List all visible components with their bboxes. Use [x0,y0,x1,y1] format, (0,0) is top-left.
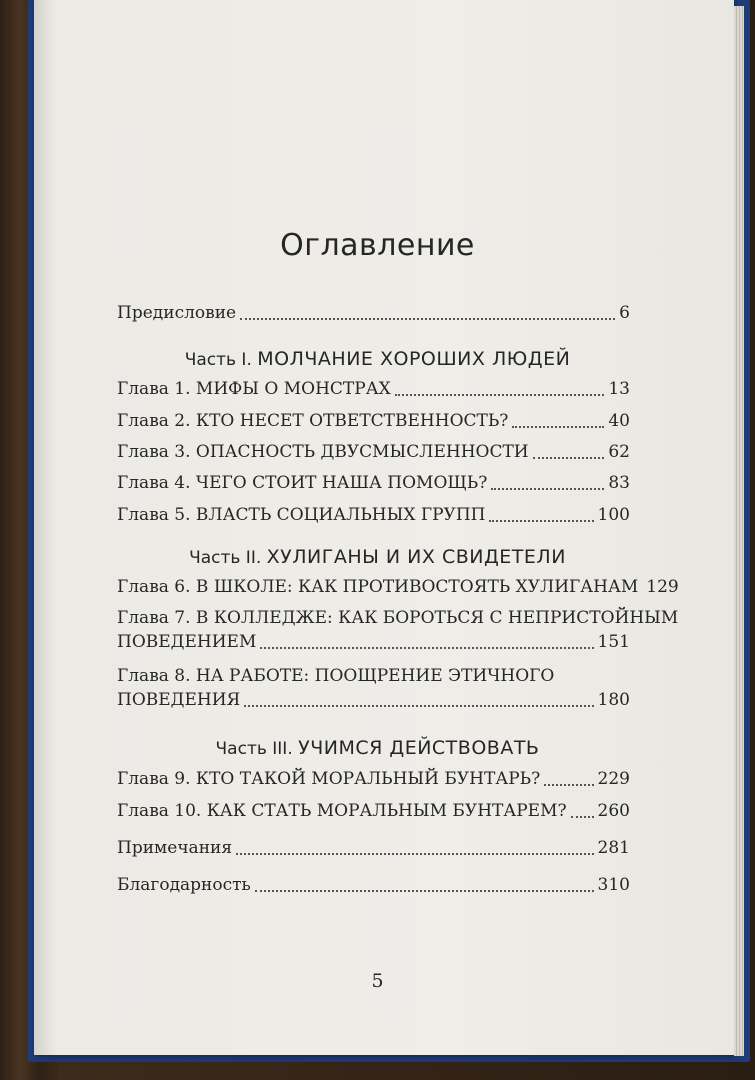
toc-entry-page: 129 [646,577,679,597]
toc-entry-chapter-2 [117,411,630,431]
leader-dots [512,426,604,428]
part-title: УЧИМСЯ ДЕЙСТВОВАТЬ [298,737,540,759]
toc-entry-page: 151 [597,632,630,652]
toc-entry-chapter-1 [117,379,630,399]
toc-entry-page: 40 [608,411,630,431]
leader-dots [571,816,594,818]
toc-entry-page: 13 [608,379,630,399]
part-heading-2 [0,546,755,568]
toc-entry-label: Предисловие [117,303,237,323]
toc-entry-label: Благодарность [117,875,251,895]
toc-entry-page: 281 [597,838,630,858]
leader-dots [491,488,604,490]
toc-entry-page: 260 [597,801,630,821]
part-prefix: Часть I. [184,350,252,370]
toc-entry-page: 62 [608,442,630,462]
leader-dots [240,318,615,320]
toc-entry-label: Глава 9. КТО ТАКОЙ МОРАЛЬНЫЙ БУНТАРЬ? [117,769,541,789]
part-prefix: Часть II. [189,548,262,568]
toc-entry-chapter-5 [117,505,630,525]
leader-dots [533,457,605,459]
page-stack-edge [734,6,744,1056]
part-prefix: Часть III. [215,739,293,759]
toc-entry-label: Глава 4. ЧЕГО СТОИТ НАША ПОМОЩЬ? [117,473,488,493]
toc-entry-chapter-10 [117,801,630,821]
leader-dots [255,890,594,892]
toc-entry-chapter-3 [117,442,630,462]
page-number: 5 [371,970,384,992]
part-heading-3 [0,737,755,759]
book-page [34,0,734,1055]
toc-title: Оглавление [280,228,475,263]
toc-entry-label: ПОВЕДЕНИЕМ [117,632,257,652]
toc-entry-label: Глава 5. ВЛАСТЬ СОЦИАЛЬНЫХ ГРУПП [117,505,486,525]
toc-entry-chapter-8-line1: Глава 8. НА РАБОТЕ: ПООЩРЕНИЕ ЭТИЧНОГО [117,666,555,686]
part-heading-1 [0,348,755,370]
toc-entry-page: 310 [597,875,630,895]
toc-entry-label: Глава 1. МИФЫ О МОНСТРАХ [117,379,391,399]
toc-entry-chapter-8 [117,690,630,710]
toc-entry-chapter-6 [117,577,679,597]
leader-dots [489,520,593,522]
leader-dots [236,853,593,855]
part-title: МОЛЧАНИЕ ХОРОШИХ ЛЮДЕЙ [257,348,571,370]
toc-entry-chapter-7 [117,632,630,652]
toc-entry-chapter-4 [117,473,630,493]
part-title: ХУЛИГАНЫ И ИХ СВИДЕТЕЛИ [266,546,566,568]
toc-entry-page: 100 [597,505,630,525]
toc-entry-label: Примечания [117,838,233,858]
toc-entry-notes [117,838,630,858]
leader-dots [260,647,593,649]
leader-dots [544,784,593,786]
toc-entry-label: Глава 6. В ШКОЛЕ: КАК ПРОТИВОСТОЯТЬ ХУЛИГАНАМ [117,577,639,597]
toc-entry-page: 180 [597,690,630,710]
leader-dots [244,705,593,707]
toc-entry-label: Глава 3. ОПАСНОСТЬ ДВУСМЫСЛЕННОСТИ [117,442,529,462]
toc-entry-acknowledgements [117,875,630,895]
toc-entry-label: ПОВЕДЕНИЯ [117,690,241,710]
toc-entry-page: 229 [597,769,630,789]
toc-entry-chapter-9 [117,769,630,789]
toc-entry-page: 6 [619,303,630,323]
toc-entry-chapter-7-line1: Глава 7. В КОЛЛЕДЖЕ: КАК БОРОТЬСЯ С НЕПРИСТОЙНЫМ [117,608,679,628]
toc-entry-label: Глава 2. КТО НЕСЕТ ОТВЕТСТВЕННОСТЬ? [117,411,509,431]
leader-dots [395,394,605,396]
toc-entry-page: 83 [608,473,630,493]
toc-entry-label: Глава 10. КАК СТАТЬ МОРАЛЬНЫМ БУНТАРЕМ? [117,801,567,821]
toc-entry-preface [117,303,630,323]
